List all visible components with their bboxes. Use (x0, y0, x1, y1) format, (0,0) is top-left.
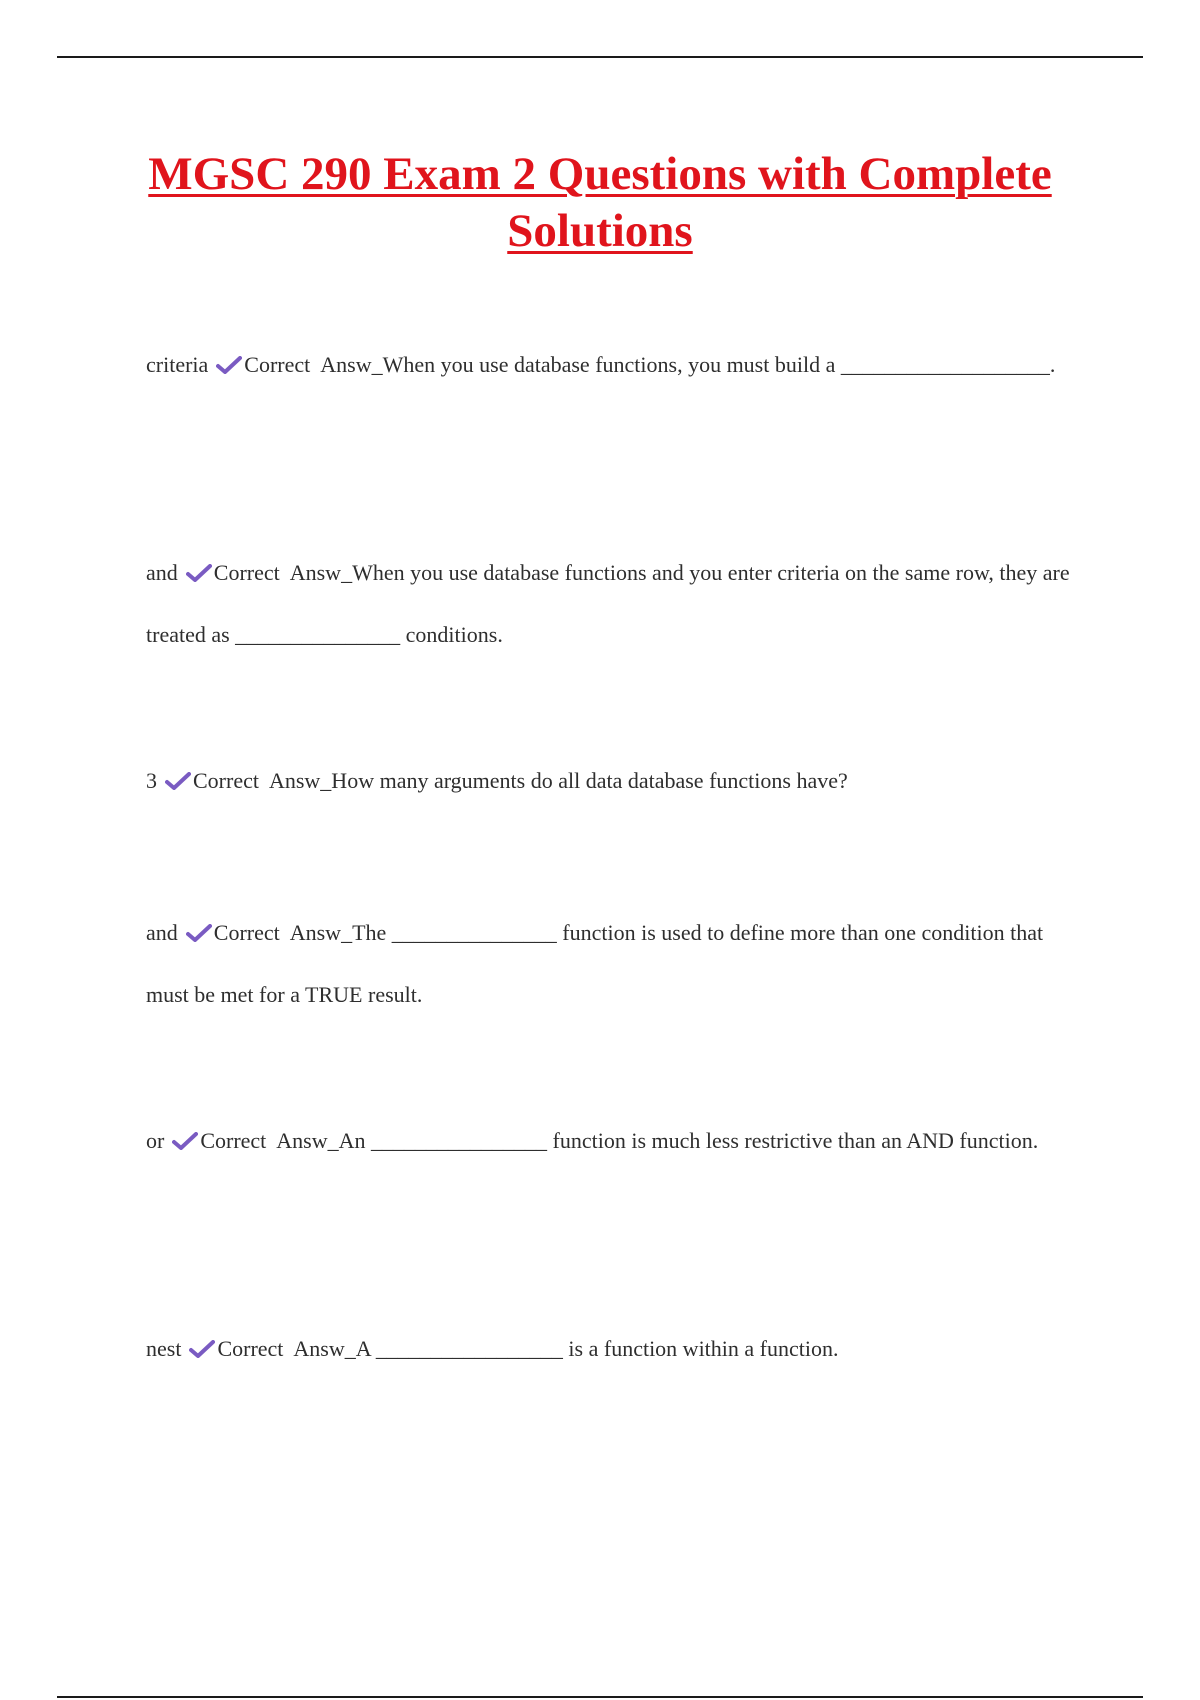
checkmark-icon (186, 924, 212, 942)
qa-item-2 (146, 542, 1086, 666)
answer-text: nest (146, 1336, 182, 1361)
question-text: Answ_A _________________ is a function within a function. (293, 1336, 839, 1361)
qa-item-4 (146, 902, 1086, 1026)
correct-label: Correct (244, 352, 311, 377)
bottom-rule (57, 1696, 1143, 1698)
answer-text: or (146, 1128, 165, 1153)
qa-item-1 (146, 334, 1086, 396)
qa-item-6 (146, 1318, 1086, 1380)
question-text: Answ_When you use database functions, you must build a ___________________. (320, 352, 1056, 377)
checkmark-icon (165, 772, 191, 790)
answer-text: 3 (146, 768, 157, 793)
question-text: Answ_The _______________ function is used to define more than one condition that must be met for a TRUE result. (146, 920, 1044, 1007)
title-line-2: Solutions (507, 205, 693, 257)
correct-label: Correct (213, 560, 280, 585)
checkmark-icon (216, 356, 242, 374)
correct-label: Correct (217, 1336, 284, 1361)
answer-text: and (146, 920, 178, 945)
correct-label: Correct (213, 920, 280, 945)
checkmark-icon (189, 1340, 215, 1358)
top-rule (57, 56, 1143, 58)
question-text: Answ_When you use database functions and you enter criteria on the same row, they are treated as _______________ conditions. (146, 560, 1070, 647)
document-title (100, 146, 1100, 260)
correct-label: Correct (200, 1128, 267, 1153)
correct-label: Correct (193, 768, 259, 793)
checkmark-icon (186, 564, 212, 582)
answer-text: and (146, 560, 178, 585)
question-text: Answ_How many arguments do all data database functions have? (268, 768, 848, 793)
checkmark-icon (172, 1132, 198, 1150)
qa-item-5 (146, 1110, 1086, 1172)
answer-text: criteria (146, 352, 209, 377)
title-line-1: MGSC 290 Exam 2 Questions with Complete (148, 148, 1052, 200)
question-text: Answ_An ________________ function is much less restrictive than an AND function. (276, 1128, 1039, 1153)
qa-item-3 (146, 750, 1086, 812)
